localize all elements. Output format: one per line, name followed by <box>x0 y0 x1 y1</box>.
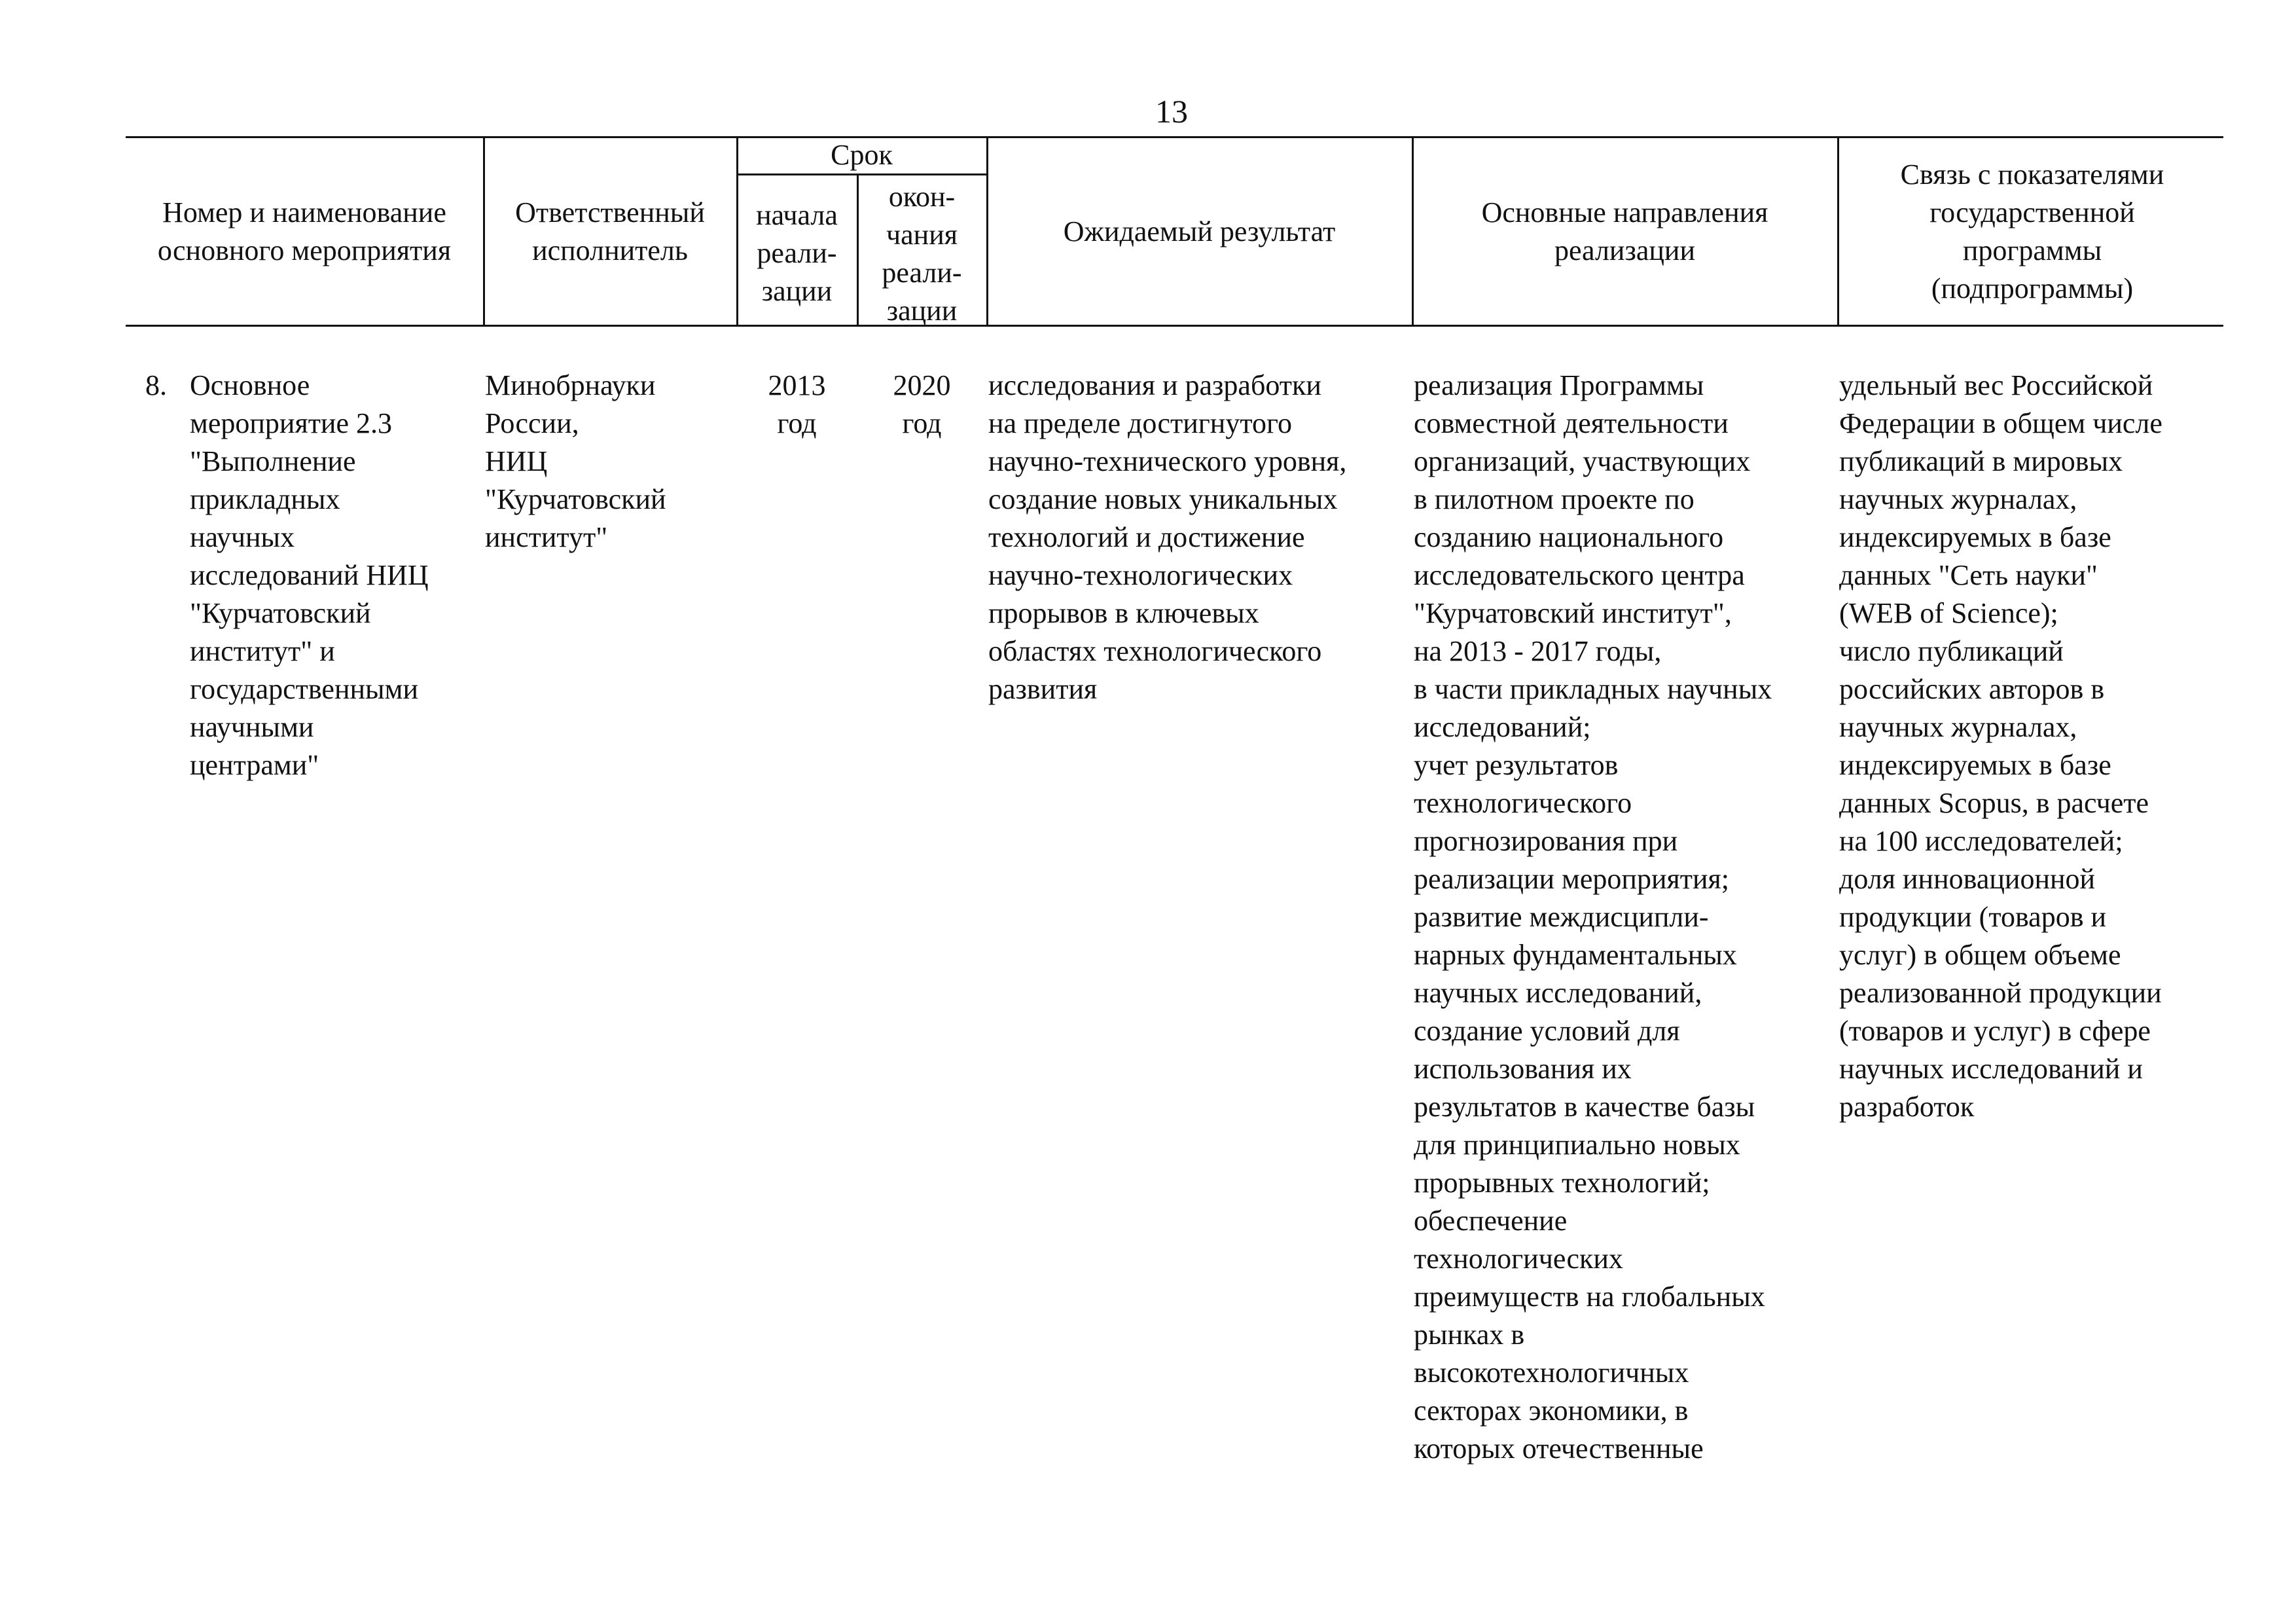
header-directions-cell: Основные направления реализации <box>1481 196 1768 266</box>
row-start-year: 2013 год <box>768 369 826 439</box>
header-term-cell: Срок <box>831 139 893 171</box>
row-directions: реализация Программы совместной деятельности организаций, участвующих в пилотном проекте по созданию национального исследовательского центра "Курчатовский институт", на 2013 - 2017 годы, в части прикладных научных исследований; учет результатов технологического прогнозирования при реализации мероприятия; развитие междисципли- нарных фундаментальных научных исследований, создание условий для использования их результатов в качестве базы для принципиально новых прорывных технологий; обеспечение технологических преимуществ на глобальных рынках в высокотехнологичных секторах экономики, в которых отечественные <box>1414 369 1772 1465</box>
row-number: 8. <box>145 369 167 401</box>
header-start-cell: начала реали- зации <box>756 199 838 307</box>
header-end-cell: окон- чания реали- зации <box>882 181 962 327</box>
row-name: Основное мероприятие 2.3 "Выполнение прикладных научных исследований НИЦ "Курчатовский институт" и государственными научными центрами" <box>190 369 429 781</box>
header-result-cell: Ожидаемый результат <box>1063 215 1336 247</box>
header-executor-cell: Ответственный исполнитель <box>515 196 705 266</box>
page-number: 13 <box>1155 93 1188 130</box>
row-program-link: удельный вес Российской Федерации в общем числе публикаций в мировых научных журналах, индексируемых в базе данных "Сеть науки" (WEB of Science); число публикаций российских авторов в научных журналах, индексируемых в базе данных Scopus, в расчете на 100 исследователей; доля инновационной продукции (товаров и услуг) в общем объеме реализованной продукции (товаров и услуг) в сфере научных исследований и разработок <box>1839 369 2162 1123</box>
table-header-bottom-border <box>126 325 2223 327</box>
table-top-border <box>126 136 2223 138</box>
row-expected-result: исследования и разработки на пределе достигнутого научно-технического уровня, создание новых уникальных технологий и достижение научно-технологических прорывов в ключевых областях технологического развития <box>988 369 1347 705</box>
row-executor: Минобрнауки России, НИЦ "Курчатовский институт" <box>485 369 666 553</box>
header-link-cell: Связь с показателями государственной программы (подпрограммы) <box>1900 158 2164 304</box>
header-name-cell: Номер и наименование основного мероприятия <box>157 196 452 266</box>
row-end-year: 2020 год <box>893 369 951 439</box>
